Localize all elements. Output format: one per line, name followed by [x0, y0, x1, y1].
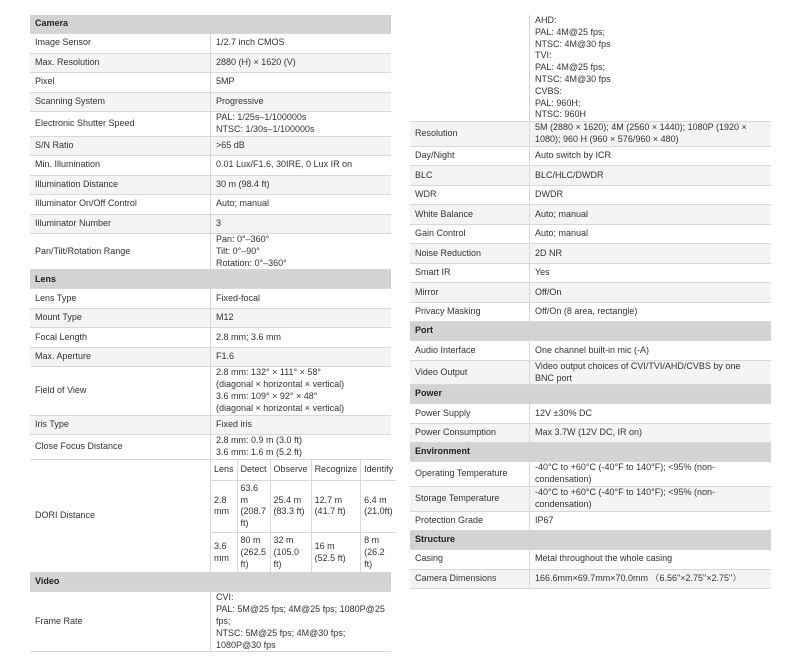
dori-cell: 8 m (26.2 ft)	[361, 532, 397, 572]
dori-cell: 25.4 m (83.3 ft)	[270, 480, 311, 532]
spec-value: 2880 (H) × 1620 (V)	[211, 53, 392, 73]
spec-row	[30, 112, 391, 137]
section-power	[410, 385, 771, 443]
spec-key: Pan/Tilt/Rotation Range	[30, 234, 211, 270]
spec-row	[410, 404, 771, 424]
section-environment	[410, 443, 771, 531]
spec-key: Frame Rate	[30, 592, 211, 652]
spec-value: F1.6	[211, 347, 392, 367]
spec-key: Power Supply	[410, 404, 530, 424]
spec-row	[30, 73, 391, 93]
spec-row	[30, 175, 391, 195]
spec-value: 2D NR	[530, 244, 772, 264]
section-title: Power	[410, 385, 771, 404]
section-header	[30, 270, 391, 289]
spec-row	[30, 367, 391, 415]
section-title: Environment	[410, 443, 771, 462]
spec-key: Protection Grade	[410, 511, 530, 531]
spec-row	[30, 347, 391, 367]
spec-row	[410, 341, 771, 361]
spec-value: BLC/HLC/DWDR	[530, 166, 772, 186]
spec-value: DWDR	[530, 185, 772, 205]
spec-key: Image Sensor	[30, 34, 211, 54]
spec-row	[30, 234, 391, 270]
spec-key: Max. Aperture	[30, 347, 211, 367]
spec-value: 166.6mm×69.7mm×70.0mm （6.56"×2.75"×2.75"）	[530, 569, 772, 589]
spec-row	[410, 283, 771, 303]
section-camera	[30, 15, 391, 270]
section-title: Camera	[30, 15, 391, 34]
spec-key: Storage Temperature	[410, 486, 530, 511]
section-header	[410, 443, 771, 462]
spec-row	[30, 435, 391, 460]
spec-value: Pan: 0°–360° Tilt: 0°–90° Rotation: 0°–360°	[211, 234, 392, 270]
section-header	[30, 15, 391, 34]
spec-key: Casing	[410, 550, 530, 570]
spec-row	[30, 289, 391, 309]
spec-key: BLC	[410, 166, 530, 186]
spec-value: 2.8 mm: 0.9 m (3.0 ft) 3.6 mm: 1.6 m (5.2 ft)	[211, 435, 392, 460]
spec-row	[410, 302, 771, 322]
spec-value: One channel built-in mic (-A)	[530, 341, 772, 361]
dori-table	[211, 460, 396, 573]
spec-row	[410, 166, 771, 186]
spec-value: 1/2.7 inch CMOS	[211, 34, 392, 54]
dori-row	[30, 459, 391, 573]
spec-key: WDR	[410, 185, 530, 205]
spec-key: Pixel	[30, 73, 211, 93]
spec-row	[30, 195, 391, 215]
spec-row	[410, 511, 771, 531]
spec-key: Gain Control	[410, 224, 530, 244]
section-title: Port	[410, 322, 771, 341]
spec-value: -40°C to +60°C (-40°F to 140°F); <95% (non- condensation)	[530, 486, 772, 511]
spec-value: Fixed-focal	[211, 289, 392, 309]
spec-row	[30, 328, 391, 348]
spec-key: Audio Interface	[410, 341, 530, 361]
spec-value: M12	[211, 308, 392, 328]
spec-value: >65 dB	[211, 136, 392, 156]
spec-row	[410, 244, 771, 264]
spec-row	[410, 462, 771, 487]
spec-key: Illuminator On/Off Control	[30, 195, 211, 215]
spec-row	[30, 92, 391, 112]
dori-label: DORI Distance	[30, 459, 211, 573]
spec-row	[410, 15, 771, 122]
spec-key: Privacy Masking	[410, 302, 530, 322]
spec-column-right	[410, 15, 771, 589]
dori-cell: 2.8 mm	[211, 480, 237, 532]
spec-row	[410, 569, 771, 589]
spec-row	[30, 53, 391, 73]
spec-row	[30, 156, 391, 176]
dori-section	[30, 459, 394, 573]
spec-row	[410, 263, 771, 283]
dori-cell: 63.6 m (208.7 ft)	[237, 480, 270, 532]
spec-table-right	[410, 15, 771, 589]
section-title: Lens	[30, 270, 391, 289]
spec-key: Field of View	[30, 367, 211, 415]
spec-key: Focal Length	[30, 328, 211, 348]
spec-key: White Balance	[410, 205, 530, 225]
dori-cell: 80 m (262.5 ft)	[237, 532, 270, 572]
spec-key: Scanning System	[30, 92, 211, 112]
spec-value: 3	[211, 214, 392, 234]
dori-header-cell: Recognize	[311, 460, 361, 481]
spec-value: Auto; manual	[211, 195, 392, 215]
spec-key: Iris Type	[30, 415, 211, 435]
spec-key: Day/Night	[410, 146, 530, 166]
spec-row	[410, 146, 771, 166]
spec-value: Metal throughout the whole casing	[530, 550, 772, 570]
section-header	[410, 385, 771, 404]
spec-table-left	[30, 15, 394, 652]
spec-row	[30, 415, 391, 435]
spec-key: Noise Reduction	[410, 244, 530, 264]
spec-row	[410, 224, 771, 244]
dori-header-cell: Detect	[237, 460, 270, 481]
dori-cell: 32 m (105.0 ft)	[270, 532, 311, 572]
spec-key: Power Consumption	[410, 423, 530, 443]
spec-key: Mount Type	[30, 308, 211, 328]
spec-row	[410, 550, 771, 570]
dori-header-cell: Identify	[364, 463, 394, 474]
spec-value: 2.8 mm; 3.6 mm	[211, 328, 392, 348]
dori-cell: 12.7 m (41.7 ft)	[311, 480, 361, 532]
spec-value: 5MP	[211, 73, 392, 93]
spec-value: Yes	[530, 263, 772, 283]
spec-key: Mirror	[410, 283, 530, 303]
spec-value: 2.8 mm: 132° × 111° × 58° (diagonal × horizontal × vertical) 3.6 mm: 109° × 92° × 48° (diagonal × horizontal × vertical)	[211, 367, 392, 415]
spec-value: Off/On (8 area, rectangle)	[530, 302, 772, 322]
section-title: Video	[30, 573, 391, 592]
spec-value: IP67	[530, 511, 772, 531]
spec-value: Max 3.7W (12V DC, IR on)	[530, 423, 772, 443]
spec-row	[30, 136, 391, 156]
spec-value: -40°C to +60°C (-40°F to 140°F); <95% (non- condensation)	[530, 462, 772, 487]
spec-value: 30 m (98.4 ft)	[211, 175, 392, 195]
dori-data-row	[211, 480, 396, 532]
spec-value: 12V ±30% DC	[530, 404, 772, 424]
spec-key: Electronic Shutter Speed	[30, 112, 211, 137]
spec-row	[410, 205, 771, 225]
spec-row	[410, 185, 771, 205]
spec-value: PAL: 1/25s–1/100000s NTSC: 1/30s–1/100000s	[211, 112, 392, 137]
spec-row	[30, 214, 391, 234]
spec-key: Video Output	[410, 360, 530, 385]
spec-key	[410, 15, 530, 122]
spec-row	[410, 423, 771, 443]
dori-cell: 6.4 m (21.0ft)	[361, 480, 397, 532]
spec-key: Max. Resolution	[30, 53, 211, 73]
spec-value: Auto; manual	[530, 224, 772, 244]
dori-data-row	[211, 532, 396, 572]
spec-key: Resolution	[410, 122, 530, 147]
dori-cell: 16 m (52.5 ft)	[311, 532, 361, 572]
spec-row	[30, 308, 391, 328]
spec-value: Fixed iris	[211, 415, 392, 435]
spec-key: Illumination Distance	[30, 175, 211, 195]
section-title: Structure	[410, 531, 771, 550]
spec-value: AHD: PAL: 4M@25 fps; NTSC: 4M@30 fps TVI: PAL: 4M@25 fps; NTSC: 4M@30 fps CVBS: PAL: 960H; NTSC: 960H	[530, 15, 772, 122]
spec-value: Off/On	[530, 283, 772, 303]
spec-key: Min. Illumination	[30, 156, 211, 176]
section-video	[30, 573, 391, 652]
spec-value: 5M (2880 × 1620); 4M (2560 × 1440); 1080P (1920 × 1080); 960 H (960 × 576/960 × 480)	[530, 122, 772, 147]
spec-key: Illuminator Number	[30, 214, 211, 234]
section-video-continued	[410, 15, 771, 322]
spec-key: Camera Dimensions	[410, 569, 530, 589]
spec-row	[30, 34, 391, 54]
spec-key: Close Focus Distance	[30, 435, 211, 460]
spec-row	[410, 486, 771, 511]
dori-header-cell: Observe	[270, 460, 311, 481]
spec-value: 0.01 Lux/F1.6, 30IRE, 0 Lux IR on	[211, 156, 392, 176]
section-header	[410, 322, 771, 341]
section-lens	[30, 270, 391, 459]
spec-key: Operating Temperature	[410, 462, 530, 487]
section-port	[410, 322, 771, 385]
spec-value: Auto switch by ICR	[530, 146, 772, 166]
spec-key: Lens Type	[30, 289, 211, 309]
section-header	[410, 531, 771, 550]
spec-row	[30, 592, 391, 652]
spec-row	[410, 122, 771, 147]
spec-row	[410, 360, 771, 385]
spec-key: Smart IR	[410, 263, 530, 283]
spec-column-left	[30, 15, 394, 652]
dori-header-cell: Lens	[211, 460, 237, 481]
dori-header-row	[211, 460, 396, 481]
spec-value: Auto; manual	[530, 205, 772, 225]
spec-value: Video output choices of CVI/TVI/AHD/CVBS by one BNC port	[530, 360, 772, 385]
spec-value: CVI: PAL: 5M@25 fps; 4M@25 fps; 1080P@25 fps; NTSC: 5M@25 fps; 4M@30 fps; 1080P@30 fps	[211, 592, 392, 652]
section-structure	[410, 531, 771, 589]
spec-key: S/N Ratio	[30, 136, 211, 156]
dori-cell: 3.6 mm	[211, 532, 237, 572]
section-header	[30, 573, 391, 592]
spec-value: Progressive	[211, 92, 392, 112]
